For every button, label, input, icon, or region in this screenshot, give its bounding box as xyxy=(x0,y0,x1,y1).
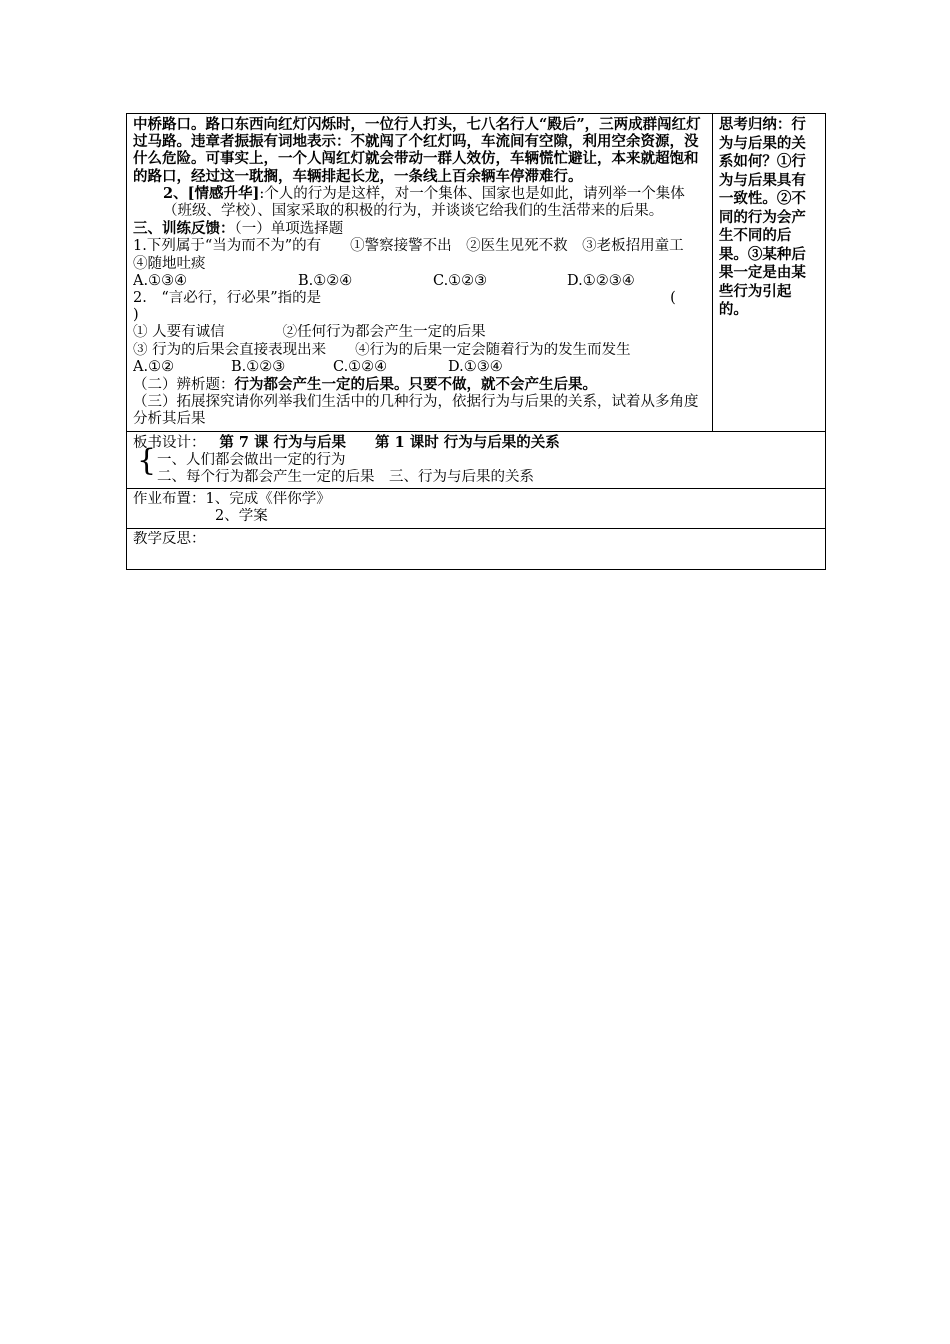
board-line1: 一、人们都会做出一定的行为 xyxy=(157,451,346,468)
q2-stem: 2. “言必行，行必果”指的是 xyxy=(133,290,322,307)
q2-option-b: B.①②③ xyxy=(231,358,286,375)
sub2-prefix: （二）辨析题： xyxy=(133,377,235,394)
reflection-row xyxy=(127,528,826,569)
q2-option-d: D.①③④ xyxy=(448,358,503,375)
sub2-line xyxy=(133,376,706,394)
q1-option-d: D.①②③④ xyxy=(567,272,635,289)
homework-line1 xyxy=(133,491,819,508)
reflection-label: 教学反思： xyxy=(133,530,206,547)
sub2-text: 行为都会产生一定的后果。只要不做，就不会产生后果。 xyxy=(234,376,597,394)
emotion-section xyxy=(133,185,706,220)
homework-item1: 1、完成《伴你学》 xyxy=(205,491,331,508)
case-text: 中桥路口。路口东西向红灯闪烁时，一位行人打头，七八名行人“殿后”，三两成群闯红灯过马路。违章者振振有词地表示：不就闯了个红灯吗，车流间有空隙，利用空余资源，没什么危险。可事实上，一个人闯红灯就会带动一群人效仿，车辆慌忙避让，本来就超饱和的路口，经过这一耽搁，车辆排起长龙，一条线上百余辆车停滞难行。 xyxy=(133,116,701,185)
board-line2: 二、每个行为都会产生一定的后果 三、行为与后果的关系 xyxy=(157,469,534,486)
q2-line2: ③ 行为的后果会直接表现出来 ④行为的后果一定会随着行为的发生而发生 xyxy=(133,341,631,358)
side-note: 思考归纳：行为与后果的关系如何？①行为与后果具有一致性。②不同的行为会产生不同的后果。③某种后果一定是由某些行为引起的。 xyxy=(718,116,806,318)
q2-option-a: A.①② xyxy=(133,358,175,375)
lesson-plan-table xyxy=(126,113,826,570)
board-row xyxy=(127,431,826,489)
emotion-prefix: 2、[情感升华] xyxy=(163,184,260,202)
q1-options xyxy=(133,273,706,290)
board-design-cell xyxy=(127,431,826,489)
training-heading: 三、训练反馈： xyxy=(133,220,235,238)
q2-option-c: C.①②④ xyxy=(333,358,388,375)
training-heading-line xyxy=(133,220,706,238)
lesson-plan-page xyxy=(126,113,826,570)
training-sub1: （一）单项选择题 xyxy=(234,221,344,238)
homework-label: 作业布置： xyxy=(133,491,206,508)
board-header-line xyxy=(133,434,819,452)
q1-option-a: A.①③④ xyxy=(133,272,188,289)
homework-row xyxy=(127,489,826,528)
reflection-cell xyxy=(127,528,826,569)
brace-icon: { xyxy=(137,442,157,478)
q1-stem: 1.下列属于“当为而不为”的有 ①警察接警不出 ②医生见死不救 ③老板招用童工 ④随地吐痰 xyxy=(133,238,713,272)
sub3-text: （三）拓展探究请你列举我们生活中的几种行为，依据行为与后果的关系，试着从多角度分析其后果 xyxy=(133,394,699,428)
q2-line1: ① 人要有诚信 ②任何行为都会产生一定的后果 xyxy=(133,324,486,341)
q2-options xyxy=(133,359,706,376)
board-label: 板书设计： xyxy=(133,434,206,451)
board-title: 第 7 课 行为与后果 第 1 课时 行为与后果的关系 xyxy=(219,433,560,451)
q2-stem-line xyxy=(133,290,706,307)
q1-option-c: C.①②③ xyxy=(433,272,488,289)
q2-paren-close: ) xyxy=(133,307,139,324)
side-note-cell xyxy=(712,114,825,432)
content-row xyxy=(127,114,826,432)
q1-option-b: B.①②④ xyxy=(298,272,353,289)
homework-cell xyxy=(127,489,826,528)
q2-paren-open: ( xyxy=(670,290,676,307)
main-content-cell xyxy=(127,114,713,432)
homework-item2: 2、学案 xyxy=(215,508,268,525)
emotion-text: :个人的行为是这样，对一个集体、国家也是如此，请列举一个集体（班级、学校）、国家采取的积极的行为，并谈谈它给我们的生活带来的后果。 xyxy=(163,185,685,220)
